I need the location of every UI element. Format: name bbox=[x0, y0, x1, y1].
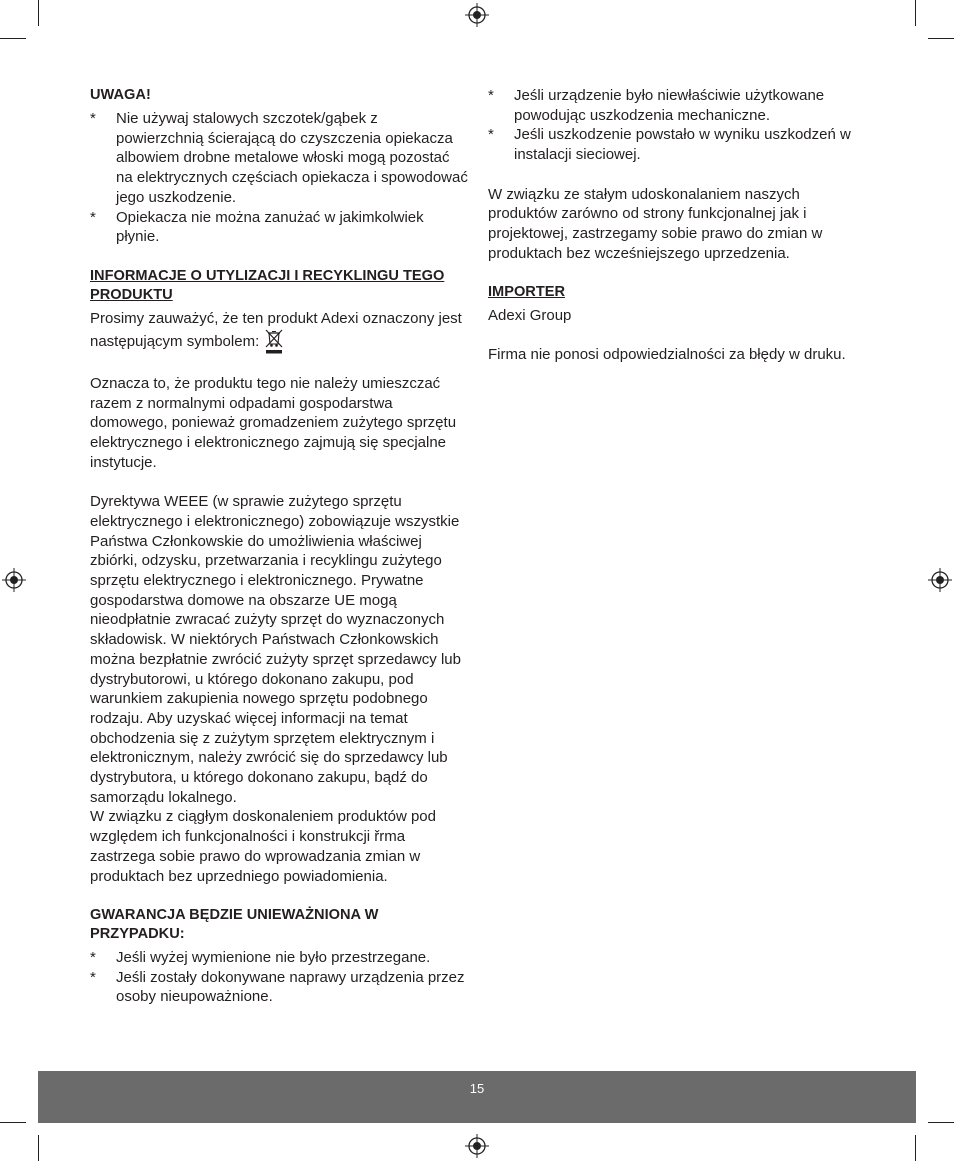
crop-mark bbox=[0, 1122, 26, 1123]
bullet: * bbox=[90, 208, 96, 226]
warning-heading: UWAGA! bbox=[90, 87, 151, 103]
left-column bbox=[90, 86, 468, 1007]
list-item: * Opiekacza nie można zanużać w jakimkolwiek płynie. bbox=[90, 208, 424, 246]
bullet: * bbox=[90, 968, 96, 986]
crop-mark bbox=[38, 1135, 39, 1161]
crop-mark bbox=[915, 1135, 916, 1161]
crossed-out-wheelie-bin-icon bbox=[265, 328, 283, 354]
registration-mark-icon bbox=[928, 568, 952, 592]
symbol-paragraph: Prosimy zauważyć, że ten produkt Adexi oznaczony jest następującym symbolem: bbox=[90, 309, 468, 355]
warranty-heading: GWARANCJA BĘDZIE UNIEWAŻNIONA W PRZYPADKU: bbox=[90, 906, 379, 942]
list-item: * Jeśli wyżej wymienione nie było przestrzegane. bbox=[90, 948, 431, 966]
page-number: 15 bbox=[469, 1081, 485, 1096]
crop-mark bbox=[0, 38, 26, 39]
crop-mark bbox=[928, 1122, 954, 1123]
importer-heading: IMPORTER bbox=[488, 284, 566, 300]
disclaimer-paragraph: Firma nie ponosi odpowiedzialności za błędy w druku. bbox=[488, 346, 846, 364]
bullet: * bbox=[488, 126, 494, 144]
list-item: * Jeśli urządzenie było niewłaściwie użytkowane powodując uszkodzenia mechaniczne. bbox=[488, 87, 825, 124]
warranty-list bbox=[90, 948, 468, 1007]
warranty-list-continued bbox=[488, 86, 868, 165]
warning-list bbox=[90, 109, 468, 247]
right-column bbox=[488, 86, 868, 365]
improvement-paragraph: W związku z ciągłym doskonaleniem produktów pod względem ich funkcjonalności i konstrukcji řrma zastrzega sobie prawo do wprowadzania zmian w produktach bez uprzedniego powiadomienia. bbox=[90, 808, 436, 885]
registration-mark-icon bbox=[465, 1134, 489, 1158]
importer-name: Adexi Group bbox=[488, 307, 572, 324]
crop-mark bbox=[915, 0, 916, 26]
registration-mark-icon bbox=[465, 3, 489, 27]
crop-mark bbox=[928, 38, 954, 39]
weee-directive-paragraph: Dyrektywa WEEE (w sprawie zużytego sprzętu elektrycznego i elektronicznego) zobowiązuje wszystkie Państwa Członkowskie do umożliwienia właściwej zbiórki, odzysku, przetwarzania i recyklingu zużytego sprzętu elektrycznego i elektronicznego. Prywatne gospodarstwa domowe na obszarze UE mogą nieodpłatnie zwracać zużyty sprzęt do wyznaczonych składowisk. W niektórych Państwach Członkowskich można bezpłatnie zwrócić zużyty sprzęt sprzedawcy lub dystrybutorowi, u którego dokonano zakupu, pod warunkiem zakupienia nowego sprzętu podobnego rodzaju. Aby uzyskać więcej informacji na temat obchodzenia się z zużytym sprzętem elektrycznym i elektronicznym, należy zwrócić się do sprzedawcy lub dystrybutora, u którego dokonano zakupu, bądź do samorządu lokalnego. bbox=[90, 493, 461, 806]
list-item: * Jeśli uszkodzenie powstało w wyniku uszkodzeń w instalacji sieciowej. bbox=[488, 126, 851, 164]
recycling-heading: INFORMACJE O UTYLIZACJI I RECYKLINGU TEGO PRODUKTU bbox=[90, 267, 445, 303]
bullet: * bbox=[488, 87, 494, 104]
list-item: * Nie używaj stalowych szczotek/gąbek z powierzchnią ścierającą do czyszczenia opiekacza albowiem drobne metalowe włoski mogą pozostać na elektrycznych częściach opiekacza i spowodować jego uszkodzenie. bbox=[90, 110, 468, 206]
list-item: * Jeśli zostały dokonywane naprawy urządzenia przez osoby nieupoważnione. bbox=[90, 968, 465, 1006]
recycling-paragraph: Oznacza to, że produktu tego nie należy umieszczać razem z normalnymi odpadami gospodarstwa domowego, ponieważ gromadzeniem zużytego sprzętu elektrycznego i elektronicznego zajmują się specjalne instytucje. bbox=[90, 375, 457, 471]
footer-bar bbox=[38, 1071, 916, 1123]
improvement-paragraph: W związku ze stałym udoskonalaniem naszych produktów zarówno od strony funkcjonalnej jak i projektowej, zastrzegamy sobie prawo do zmian w produktach bez wcześniejszego uprzedzenia. bbox=[488, 185, 823, 262]
registration-mark-icon bbox=[2, 568, 26, 592]
bullet: * bbox=[90, 948, 96, 966]
bullet: * bbox=[90, 110, 96, 127]
crop-mark bbox=[38, 0, 39, 26]
